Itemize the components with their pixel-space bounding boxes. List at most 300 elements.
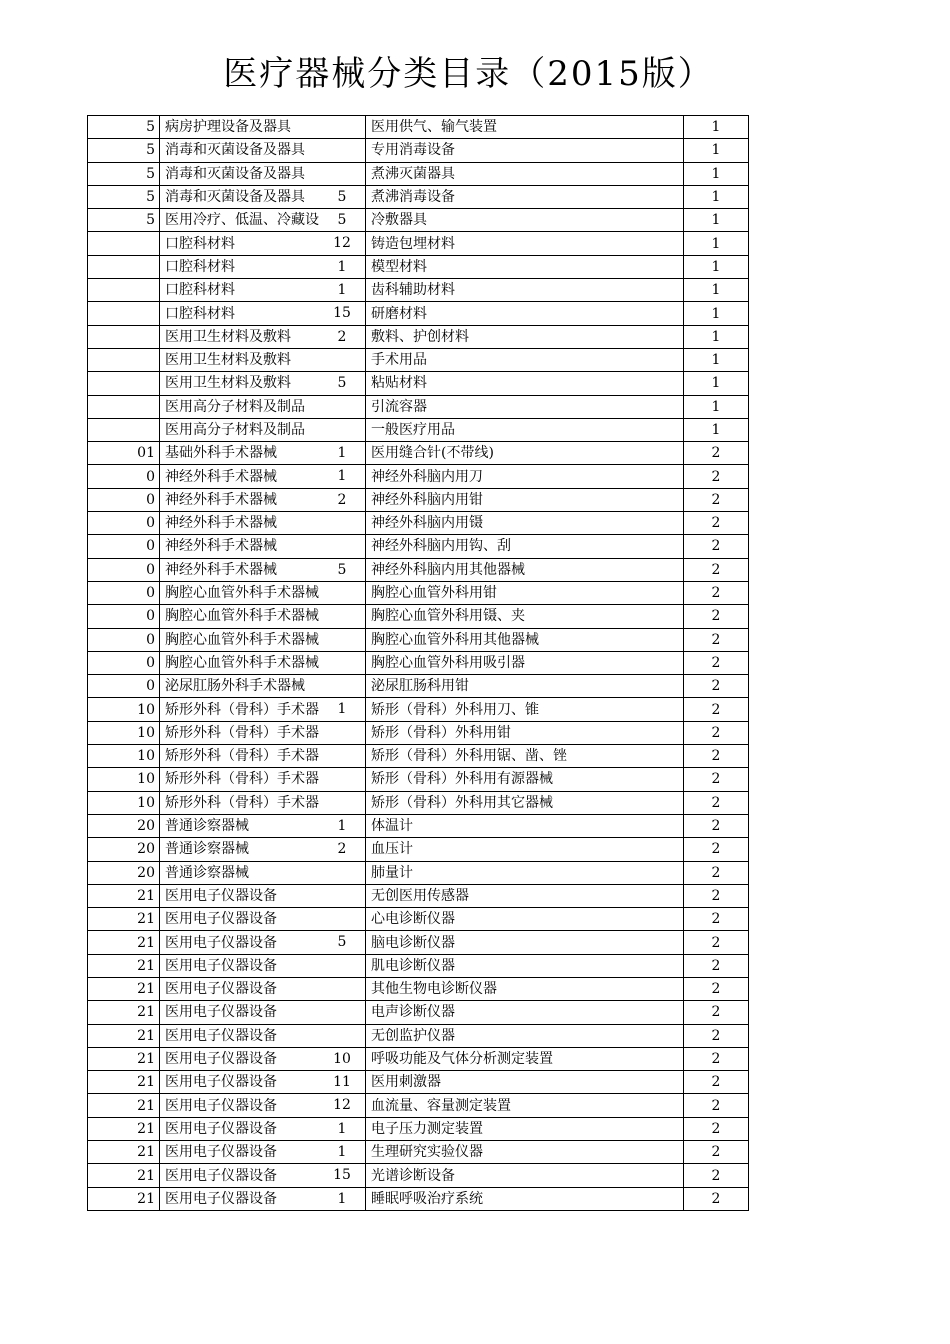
category-text: 矫形外科（骨科）手术器	[165, 701, 319, 718]
class-cell: 2	[684, 535, 749, 558]
category-text: 医用电子仪器设备	[165, 957, 277, 974]
code-cell: 21	[88, 1187, 160, 1210]
class-cell: 2	[684, 628, 749, 651]
category-cell	[160, 465, 366, 488]
code-cell: 5	[88, 139, 160, 162]
code-cell	[88, 255, 160, 278]
table-row	[88, 1047, 749, 1070]
code-cell	[88, 232, 160, 255]
subcategory-cell: 医用刺激器	[366, 1071, 684, 1094]
subcategory-cell: 手术用品	[366, 348, 684, 371]
category-cell	[160, 628, 366, 651]
class-cell: 2	[684, 651, 749, 674]
category-cell	[160, 325, 366, 348]
subcategory-cell: 血压计	[366, 838, 684, 861]
number-text: 1	[337, 468, 347, 485]
class-cell: 2	[684, 861, 749, 884]
table-row	[88, 651, 749, 674]
subcategory-cell: 引流容器	[366, 395, 684, 418]
category-cell	[160, 1117, 366, 1140]
subcategory-cell: 无创监护仪器	[366, 1024, 684, 1047]
code-cell: 21	[88, 1094, 160, 1117]
category-text: 消毒和灭菌设备及器具	[165, 189, 305, 206]
category-cell	[160, 512, 366, 535]
category-text: 口腔科材料	[165, 282, 235, 299]
category-cell	[160, 721, 366, 744]
class-cell: 2	[684, 768, 749, 791]
subcategory-cell: 脑电诊断仪器	[366, 931, 684, 954]
category-cell	[160, 605, 366, 628]
category-text: 医用电子仪器设备	[165, 911, 277, 928]
subcategory-cell: 肌电诊断仪器	[366, 954, 684, 977]
code-cell: 21	[88, 977, 160, 1000]
code-cell: 5	[88, 209, 160, 232]
category-cell	[160, 861, 366, 884]
number-text: 2	[337, 491, 347, 508]
subcategory-cell: 医用供气、输气装置	[366, 116, 684, 139]
code-cell: 21	[88, 931, 160, 954]
category-cell	[160, 372, 366, 395]
category-text: 矫形外科（骨科）手术器	[165, 724, 319, 741]
table-row	[88, 1141, 749, 1164]
category-text: 医用电子仪器设备	[165, 1004, 277, 1021]
code-cell	[88, 372, 160, 395]
category-cell	[160, 302, 366, 325]
number-text: 2	[337, 328, 347, 345]
table-row	[88, 442, 749, 465]
category-text: 医用电子仪器设备	[165, 1190, 277, 1207]
table-row	[88, 698, 749, 721]
category-cell	[160, 908, 366, 931]
code-cell: 0	[88, 488, 160, 511]
category-text: 普通诊察器械	[165, 841, 249, 858]
table-row	[88, 372, 749, 395]
code-cell	[88, 348, 160, 371]
category-cell	[160, 1187, 366, 1210]
code-cell: 21	[88, 1024, 160, 1047]
table-row	[88, 838, 749, 861]
table-row	[88, 185, 749, 208]
class-cell: 1	[684, 232, 749, 255]
category-text: 矫形外科（骨科）手术器	[165, 794, 319, 811]
table-row	[88, 1094, 749, 1117]
class-cell: 1	[684, 395, 749, 418]
table-row	[88, 1117, 749, 1140]
category-text: 神经外科手术器械	[165, 561, 277, 578]
table-row	[88, 325, 749, 348]
category-cell	[160, 418, 366, 441]
subcategory-cell: 心电诊断仪器	[366, 908, 684, 931]
class-cell: 1	[684, 279, 749, 302]
table-row	[88, 1024, 749, 1047]
number-text: 15	[333, 305, 351, 322]
subcategory-cell: 电子压力测定装置	[366, 1117, 684, 1140]
table-row	[88, 721, 749, 744]
category-cell	[160, 768, 366, 791]
category-cell	[160, 1024, 366, 1047]
code-cell: 5	[88, 162, 160, 185]
subcategory-cell: 光谱诊断设备	[366, 1164, 684, 1187]
code-cell: 21	[88, 1071, 160, 1094]
table-row	[88, 1187, 749, 1210]
class-cell: 2	[684, 675, 749, 698]
subcategory-cell: 铸造包埋材料	[366, 232, 684, 255]
subcategory-cell: 粘贴材料	[366, 372, 684, 395]
category-cell	[160, 348, 366, 371]
code-cell: 21	[88, 1001, 160, 1024]
table-row	[88, 931, 749, 954]
code-cell: 10	[88, 721, 160, 744]
subcategory-cell: 胸腔心血管外科用吸引器	[366, 651, 684, 674]
number-text: 1	[337, 1190, 347, 1207]
subcategory-cell: 医用缝合针(不带线)	[366, 442, 684, 465]
category-cell	[160, 1071, 366, 1094]
class-cell: 1	[684, 116, 749, 139]
number-text: 1	[337, 258, 347, 275]
category-text: 医用卫生材料及敷料	[165, 328, 291, 345]
category-text: 医用高分子材料及制品	[165, 398, 305, 415]
code-cell: 21	[88, 1047, 160, 1070]
table-row	[88, 977, 749, 1000]
class-cell: 1	[684, 325, 749, 348]
code-cell: 20	[88, 838, 160, 861]
subcategory-cell: 矫形（骨科）外科用刀、锥	[366, 698, 684, 721]
class-cell: 2	[684, 442, 749, 465]
category-cell	[160, 791, 366, 814]
category-text: 医用电子仪器设备	[165, 1074, 277, 1091]
class-cell: 2	[684, 1141, 749, 1164]
class-cell: 2	[684, 908, 749, 931]
category-text: 神经外科手术器械	[165, 515, 277, 532]
category-cell	[160, 558, 366, 581]
category-text: 医用卫生材料及敷料	[165, 352, 291, 369]
class-cell: 2	[684, 488, 749, 511]
category-text: 病房护理设备及器具	[165, 119, 291, 136]
class-cell: 1	[684, 348, 749, 371]
category-text: 医用电子仪器设备	[165, 934, 277, 951]
table-row	[88, 395, 749, 418]
number-text: 1	[337, 1144, 347, 1161]
subcategory-cell: 胸腔心血管外科用其他器械	[366, 628, 684, 651]
category-text: 医用卫生材料及敷料	[165, 375, 291, 392]
category-cell	[160, 931, 366, 954]
code-cell	[88, 325, 160, 348]
code-cell: 10	[88, 698, 160, 721]
category-cell	[160, 651, 366, 674]
class-cell: 2	[684, 465, 749, 488]
subcategory-cell: 生理研究实验仪器	[366, 1141, 684, 1164]
subcategory-cell: 神经外科脑内用刀	[366, 465, 684, 488]
class-cell: 2	[684, 791, 749, 814]
subcategory-cell: 神经外科脑内用钩、刮	[366, 535, 684, 558]
class-cell: 2	[684, 977, 749, 1000]
table-row	[88, 884, 749, 907]
category-text: 基础外科手术器械	[165, 445, 277, 462]
category-text: 胸腔心血管外科手术器械	[165, 654, 319, 671]
subcategory-cell: 泌尿肛肠科用钳	[366, 675, 684, 698]
category-text: 胸腔心血管外科手术器械	[165, 585, 319, 602]
code-cell: 0	[88, 605, 160, 628]
category-cell	[160, 1047, 366, 1070]
category-cell	[160, 954, 366, 977]
code-cell	[88, 395, 160, 418]
number-text: 12	[333, 1097, 351, 1114]
number-text: 5	[337, 934, 347, 951]
subcategory-cell: 煮沸灭菌器具	[366, 162, 684, 185]
category-cell	[160, 977, 366, 1000]
class-cell: 2	[684, 1047, 749, 1070]
code-cell: 20	[88, 861, 160, 884]
category-cell	[160, 814, 366, 837]
table-row	[88, 558, 749, 581]
category-text: 医用电子仪器设备	[165, 1027, 277, 1044]
category-cell	[160, 442, 366, 465]
class-cell: 2	[684, 931, 749, 954]
subcategory-cell: 呼吸功能及气体分析测定装置	[366, 1047, 684, 1070]
code-cell: 0	[88, 465, 160, 488]
number-text: 5	[337, 375, 347, 392]
table-row	[88, 908, 749, 931]
category-cell	[160, 581, 366, 604]
category-text: 消毒和灭菌设备及器具	[165, 142, 305, 159]
category-text: 医用高分子材料及制品	[165, 422, 305, 438]
category-text: 医用电子仪器设备	[165, 1167, 277, 1184]
table-row	[88, 745, 749, 768]
category-text: 医用电子仪器设备	[165, 1144, 277, 1161]
number-text: 1	[337, 1120, 347, 1137]
code-cell: 0	[88, 558, 160, 581]
subcategory-cell: 电声诊断仪器	[366, 1001, 684, 1024]
class-cell: 2	[684, 721, 749, 744]
code-cell: 21	[88, 1117, 160, 1140]
class-cell: 2	[684, 1187, 749, 1210]
page-title: 医疗器械分类目录（2015版）	[223, 54, 714, 94]
category-cell	[160, 488, 366, 511]
class-cell: 2	[684, 605, 749, 628]
category-cell	[160, 139, 366, 162]
subcategory-cell: 其他生物电诊断仪器	[366, 977, 684, 1000]
category-cell	[160, 838, 366, 861]
category-text: 医用冷疗、低温、冷藏设	[165, 212, 319, 229]
class-cell: 2	[684, 745, 749, 768]
category-text: 胸腔心血管外科手术器械	[165, 631, 319, 648]
subcategory-cell: 神经外科脑内用钳	[366, 488, 684, 511]
category-cell	[160, 1141, 366, 1164]
subcategory-cell: 煮沸消毒设备	[366, 185, 684, 208]
category-cell	[160, 1094, 366, 1117]
code-cell: 0	[88, 651, 160, 674]
code-cell: 0	[88, 675, 160, 698]
catalog-table-body	[88, 116, 749, 1211]
class-cell: 2	[684, 1024, 749, 1047]
table-row	[88, 675, 749, 698]
table-row	[88, 814, 749, 837]
category-text: 口腔科材料	[165, 258, 235, 275]
category-cell	[160, 745, 366, 768]
category-cell	[160, 535, 366, 558]
class-cell: 1	[684, 162, 749, 185]
number-text: 1	[337, 282, 347, 299]
table-row	[88, 348, 749, 371]
code-cell: 21	[88, 954, 160, 977]
category-text: 消毒和灭菌设备及器具	[165, 165, 305, 182]
table-row	[88, 954, 749, 977]
category-text: 泌尿肛肠外科手术器械	[165, 678, 305, 695]
class-cell: 2	[684, 1164, 749, 1187]
subcategory-cell: 模型材料	[366, 255, 684, 278]
subcategory-cell: 矫形（骨科）外科用其它器械	[366, 791, 684, 814]
class-cell: 2	[684, 1071, 749, 1094]
table-row	[88, 861, 749, 884]
table-row	[88, 488, 749, 511]
category-text: 普通诊察器械	[165, 818, 249, 835]
class-cell: 2	[684, 814, 749, 837]
category-cell	[160, 884, 366, 907]
number-text: 12	[333, 235, 351, 252]
subcategory-cell: 胸腔心血管外科用镊、夹	[366, 605, 684, 628]
category-text: 胸腔心血管外科手术器械	[165, 608, 319, 625]
table-row	[88, 279, 749, 302]
category-cell	[160, 209, 366, 232]
code-cell: 21	[88, 1164, 160, 1187]
table-row	[88, 302, 749, 325]
code-cell	[88, 302, 160, 325]
code-cell: 10	[88, 745, 160, 768]
code-cell: 0	[88, 535, 160, 558]
category-text: 普通诊察器械	[165, 864, 249, 881]
subcategory-cell: 血流量、容量测定装置	[366, 1094, 684, 1117]
subcategory-cell: 神经外科脑内用其他器械	[366, 558, 684, 581]
category-text: 医用电子仪器设备	[165, 1097, 277, 1114]
subcategory-cell: 研磨材料	[366, 302, 684, 325]
table-row	[88, 139, 749, 162]
table-row	[88, 418, 749, 441]
code-cell	[88, 418, 160, 441]
code-cell: 20	[88, 814, 160, 837]
catalog-table	[87, 115, 749, 1211]
category-cell	[160, 675, 366, 698]
table-row	[88, 768, 749, 791]
subcategory-cell: 矫形（骨科）外科用锯、凿、锉	[366, 745, 684, 768]
category-cell	[160, 1001, 366, 1024]
class-cell: 1	[684, 185, 749, 208]
subcategory-cell: 体温计	[366, 814, 684, 837]
class-cell: 2	[684, 581, 749, 604]
table-row	[88, 465, 749, 488]
category-cell	[160, 1164, 366, 1187]
number-text: 5	[337, 212, 347, 229]
subcategory-cell: 矫形（骨科）外科用钳	[366, 721, 684, 744]
class-cell: 2	[684, 558, 749, 581]
code-cell: 5	[88, 185, 160, 208]
category-text: 医用电子仪器设备	[165, 981, 277, 998]
category-text: 神经外科手术器械	[165, 468, 277, 485]
class-cell: 2	[684, 1117, 749, 1140]
class-cell: 2	[684, 512, 749, 535]
class-cell: 1	[684, 139, 749, 162]
category-text: 神经外科手术器械	[165, 491, 277, 508]
table-row	[88, 209, 749, 232]
number-text: 5	[337, 188, 347, 205]
subcategory-cell: 齿科辅助材料	[366, 279, 684, 302]
subcategory-cell: 矫形（骨科）外科用有源器械	[366, 768, 684, 791]
number-text: 5	[337, 561, 347, 578]
class-cell: 1	[684, 255, 749, 278]
class-cell: 1	[684, 372, 749, 395]
category-cell	[160, 162, 366, 185]
category-text: 矫形外科（骨科）手术器	[165, 748, 319, 765]
class-cell: 2	[684, 954, 749, 977]
category-cell	[160, 185, 366, 208]
table-row	[88, 1071, 749, 1094]
code-cell: 0	[88, 581, 160, 604]
code-cell: 21	[88, 1141, 160, 1164]
table-row	[88, 791, 749, 814]
table-row	[88, 1164, 749, 1187]
number-text: 1	[337, 701, 347, 718]
class-cell: 2	[684, 884, 749, 907]
number-text: 15	[333, 1167, 351, 1184]
subcategory-cell: 冷敷器具	[366, 209, 684, 232]
subcategory-cell: 神经外科脑内用镊	[366, 512, 684, 535]
number-text: 1	[337, 445, 347, 462]
category-text: 医用电子仪器设备	[165, 1120, 277, 1137]
number-text: 11	[333, 1074, 351, 1091]
table-row	[88, 255, 749, 278]
class-cell: 1	[684, 302, 749, 325]
category-text: 口腔科材料	[165, 305, 235, 322]
number-text: 10	[333, 1050, 351, 1067]
category-cell	[160, 395, 366, 418]
subcategory-cell: 无创医用传感器	[366, 884, 684, 907]
table-row	[88, 116, 749, 139]
code-cell: 10	[88, 768, 160, 791]
code-cell: 0	[88, 512, 160, 535]
category-text: 医用电子仪器设备	[165, 887, 277, 904]
code-cell: 21	[88, 884, 160, 907]
table-row	[88, 581, 749, 604]
category-text: 口腔科材料	[165, 235, 235, 252]
category-cell	[160, 279, 366, 302]
category-text: 矫形外科（骨科）手术器	[165, 771, 319, 788]
class-cell: 2	[684, 1001, 749, 1024]
table-row	[88, 162, 749, 185]
table-row	[88, 512, 749, 535]
code-cell	[88, 279, 160, 302]
table-row	[88, 232, 749, 255]
table-row	[88, 1001, 749, 1024]
code-cell: 0	[88, 628, 160, 651]
class-cell: 2	[684, 698, 749, 721]
class-cell: 2	[684, 1094, 749, 1117]
category-cell	[160, 232, 366, 255]
subcategory-cell: 专用消毒设备	[366, 139, 684, 162]
category-cell	[160, 116, 366, 139]
code-cell: 5	[88, 116, 160, 139]
subcategory-cell: 一般医疗用品	[366, 418, 684, 441]
category-cell	[160, 255, 366, 278]
subcategory-cell: 肺量计	[366, 861, 684, 884]
table-row	[88, 605, 749, 628]
subcategory-cell: 敷料、护创材料	[366, 325, 684, 348]
category-text: 神经外科手术器械	[165, 538, 277, 555]
class-cell: 2	[684, 838, 749, 861]
code-cell: 10	[88, 791, 160, 814]
number-text: 2	[337, 841, 347, 858]
code-cell: 01	[88, 442, 160, 465]
class-cell: 1	[684, 418, 749, 441]
code-cell: 21	[88, 908, 160, 931]
